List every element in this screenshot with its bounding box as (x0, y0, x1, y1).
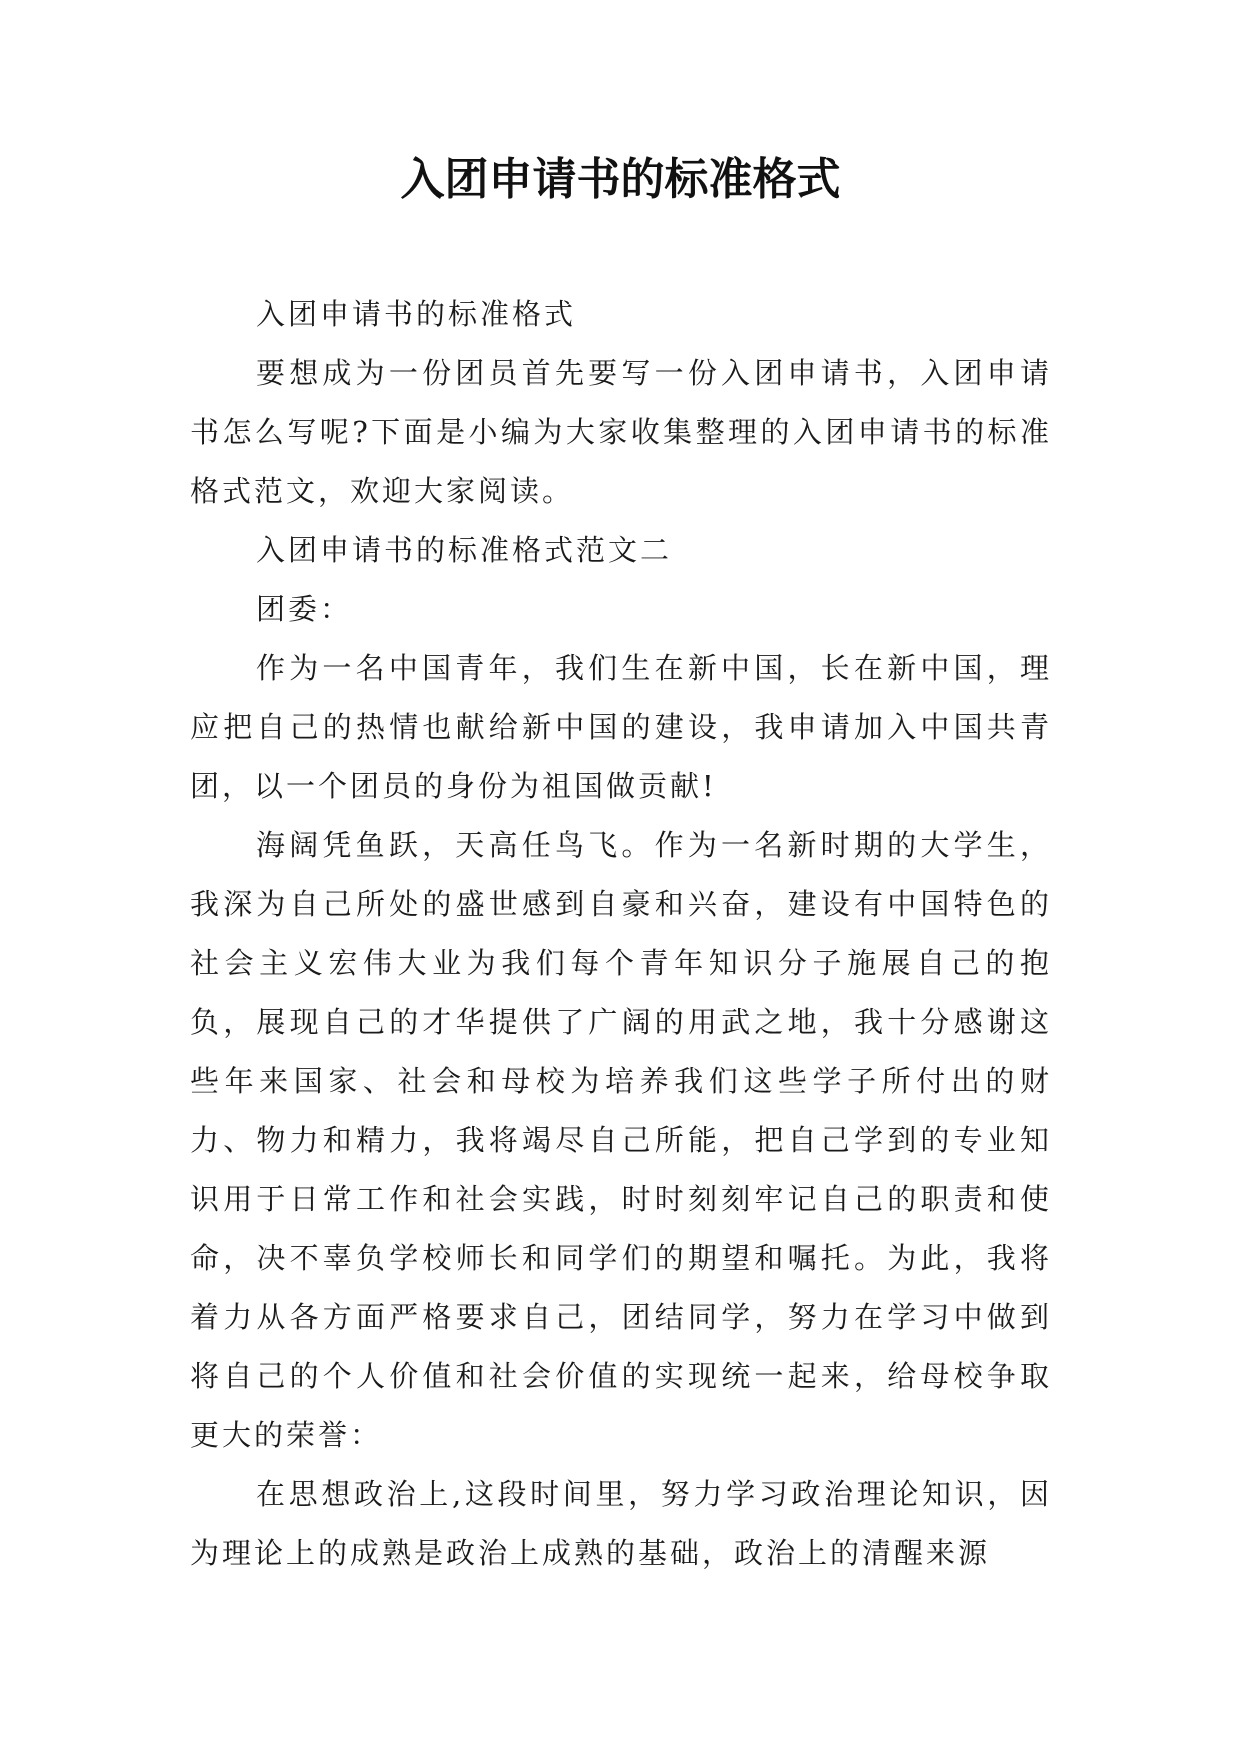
paragraph-body: 作为一名中国青年，我们生在新中国，长在新中国，理应把自己的热情也献给新中国的建设，我申请加入中国共青团，以一个团员的身份为祖国做贡献! (190, 651, 1052, 803)
paragraph-heading: 入团申请书的标准格式 (256, 297, 577, 331)
paragraph-body: 在思想政治上,这段时间里，努力学习政治理论知识，因为理论上的成熟是政治上成熟的基础，政治上的清醒来源 (190, 1477, 1052, 1570)
paragraph-sample-title: 入团申请书的标准格式范文二 (256, 533, 673, 567)
paragraph-intro: 要想成为一份团员首先要写一份入团申请书，入团申请书怎么写呢?下面是小编为大家收集整理的入团申请书的标准格式范文，欢迎大家阅读。 (190, 356, 1052, 508)
document-body (190, 285, 1052, 1583)
document-title: 入团申请书的标准格式 (400, 154, 841, 205)
paragraph-body: 海阔凭鱼跃，天高任鸟飞。作为一名新时期的大学生，我深为自己所处的盛世感到自豪和兴奋，建设有中国特色的社会主义宏伟大业为我们每个青年知识分子施展自己的抱负，展现自己的才华提供了广阔的用武之地，我十分感谢这些年来国家、社会和母校为培养我们这些学子所付出的财力、物力和精力，我将竭尽自己所能，把自己学到的专业知识用于日常工作和社会实践，时时刻刻牢记自己的职责和使命，决不辜负学校师长和同学们的期望和嘱托。为此，我将着力从各方面严格要求自己，团结同学，努力在学习中做到将自己的个人价值和社会价值的实现统一起来，给母校争取更大的荣誉： (190, 828, 1052, 1452)
paragraph-salutation: 团委： (256, 592, 353, 626)
